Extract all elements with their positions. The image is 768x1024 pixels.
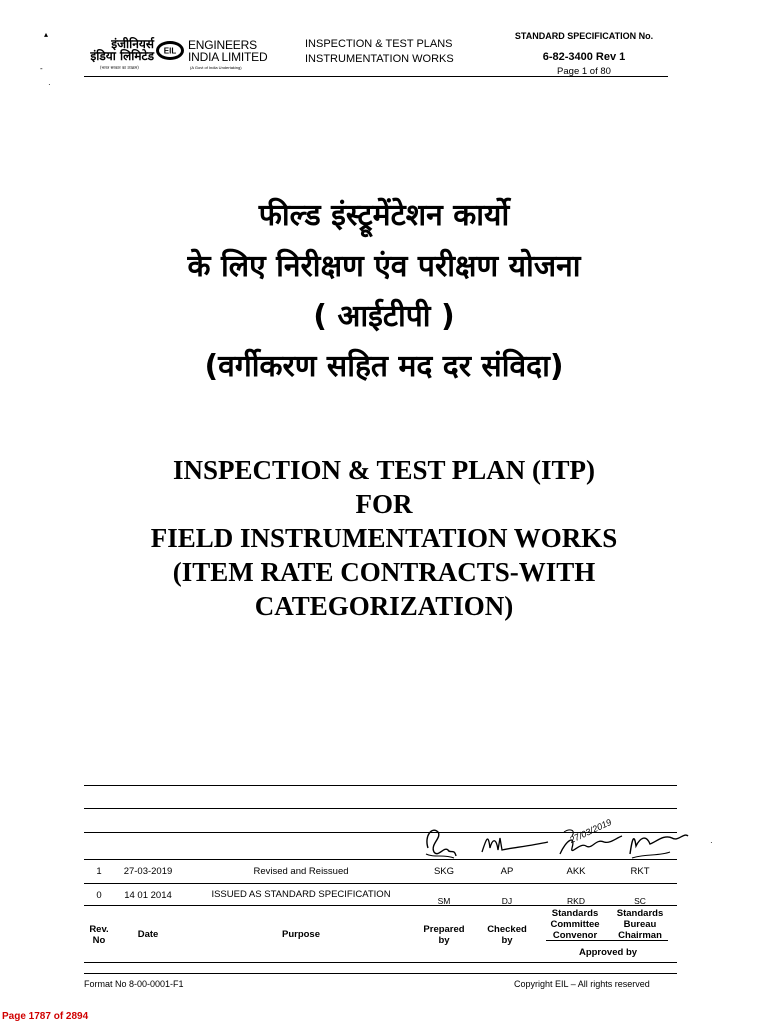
revision-1-checked: AP (500, 866, 514, 877)
signature-date: 27/03/2019 (567, 816, 614, 846)
english-title-line5: CATEGORIZATION) (254, 591, 514, 621)
table-rule (84, 962, 677, 963)
logo-hindi (84, 38, 154, 62)
logo-hindi-line1: इंजीनियर्स (111, 37, 154, 51)
english-title-line3: FIELD INSTRUMENTATION WORKS (150, 523, 618, 553)
revision-0-date: 14 01 2014 (124, 890, 172, 901)
label-checked-by: Checked by (487, 924, 527, 946)
logo-en-tagline: (A Govt of India Undertaking) (190, 65, 242, 70)
label-purpose: Purpose (281, 929, 320, 940)
header-rule (84, 76, 668, 77)
copyright: Copyright EIL – All rights reserved (514, 979, 650, 989)
table-rule (84, 785, 677, 786)
header-title (305, 37, 454, 67)
revision-1-chairman: RKT (630, 866, 650, 877)
spec-number: 6-82-3400 Rev 1 (542, 51, 626, 63)
revision-0-prepared: SM (437, 896, 451, 906)
revision-0-number: 0 (96, 890, 102, 901)
header-title-line2: INSTRUMENTATION WORKS (305, 53, 454, 65)
hindi-title-line2: के लिए निरीक्षण एंव परीक्षण योजना (187, 249, 581, 284)
revision-1-prepared: SKG (433, 866, 455, 877)
table-rule (84, 808, 677, 809)
label-bureau-chairman: Standards Bureau Chairman (616, 908, 664, 941)
revision-0-convenor: RKD (567, 896, 585, 906)
hindi-title-line1: फील्ड इंस्ट्रूमेंटेशन कार्यो (258, 198, 510, 233)
revision-0-chairman: SC (634, 896, 646, 906)
english-title-line4: (ITEM RATE CONTRACTS-WITH (172, 557, 596, 587)
emblem-text: EIL (163, 46, 177, 56)
logo-en-line1: ENGINEERS (188, 38, 257, 52)
label-date: Date (137, 929, 159, 940)
english-title-line1: INSPECTION & TEST PLAN (ITP) (172, 455, 596, 485)
eil-emblem-icon (155, 40, 185, 61)
logo-english (188, 39, 267, 63)
revision-1-convenor: AKK (566, 866, 586, 877)
revision-1-number: 1 (96, 866, 102, 877)
signatures-icon (420, 818, 700, 868)
scan-mark: ▴ (44, 30, 49, 39)
page-counter: Page 1787 of 2894 (2, 1011, 89, 1022)
revision-1-purpose: Revised and Reissued (253, 866, 349, 877)
english-title-line2: FOR (355, 489, 413, 519)
revision-0-purpose: ISSUED AS STANDARD SPECIFICATION (211, 889, 391, 900)
footer-rule (84, 973, 677, 974)
logo-en-line2: INDIA LIMITED (188, 50, 268, 64)
label-committee-convenor: Standards Committee Convenor (550, 908, 600, 941)
table-rule (84, 883, 677, 884)
spec-label: STANDARD SPECIFICATION No. (514, 31, 654, 41)
scan-mark: · (48, 80, 51, 89)
hindi-title-line4: (वर्गीकरण सहित मद दर संविदा) (204, 349, 564, 384)
page-number: Page 1 of 80 (557, 66, 611, 77)
scan-mark: · (710, 838, 713, 847)
label-rev-no: Rev. No (89, 924, 109, 946)
revision-1-date: 27-03-2019 (123, 866, 173, 877)
label-approved-by: Approved by (578, 947, 638, 958)
scan-mark: - (40, 64, 43, 73)
format-number: Format No 8-00-0001-F1 (84, 979, 184, 989)
hindi-title-line3: ( आईटीपी ) (313, 299, 455, 334)
revision-0-checked: DJ (501, 896, 513, 906)
logo-hindi-line2: इंडिया लिमिटेड (90, 49, 154, 63)
header-title-line1: INSPECTION & TEST PLANS (305, 38, 453, 50)
label-prepared-by: Prepared by (423, 924, 465, 946)
logo-hindi-tagline: (भारत सरकार का उपक्रम) (100, 65, 139, 70)
